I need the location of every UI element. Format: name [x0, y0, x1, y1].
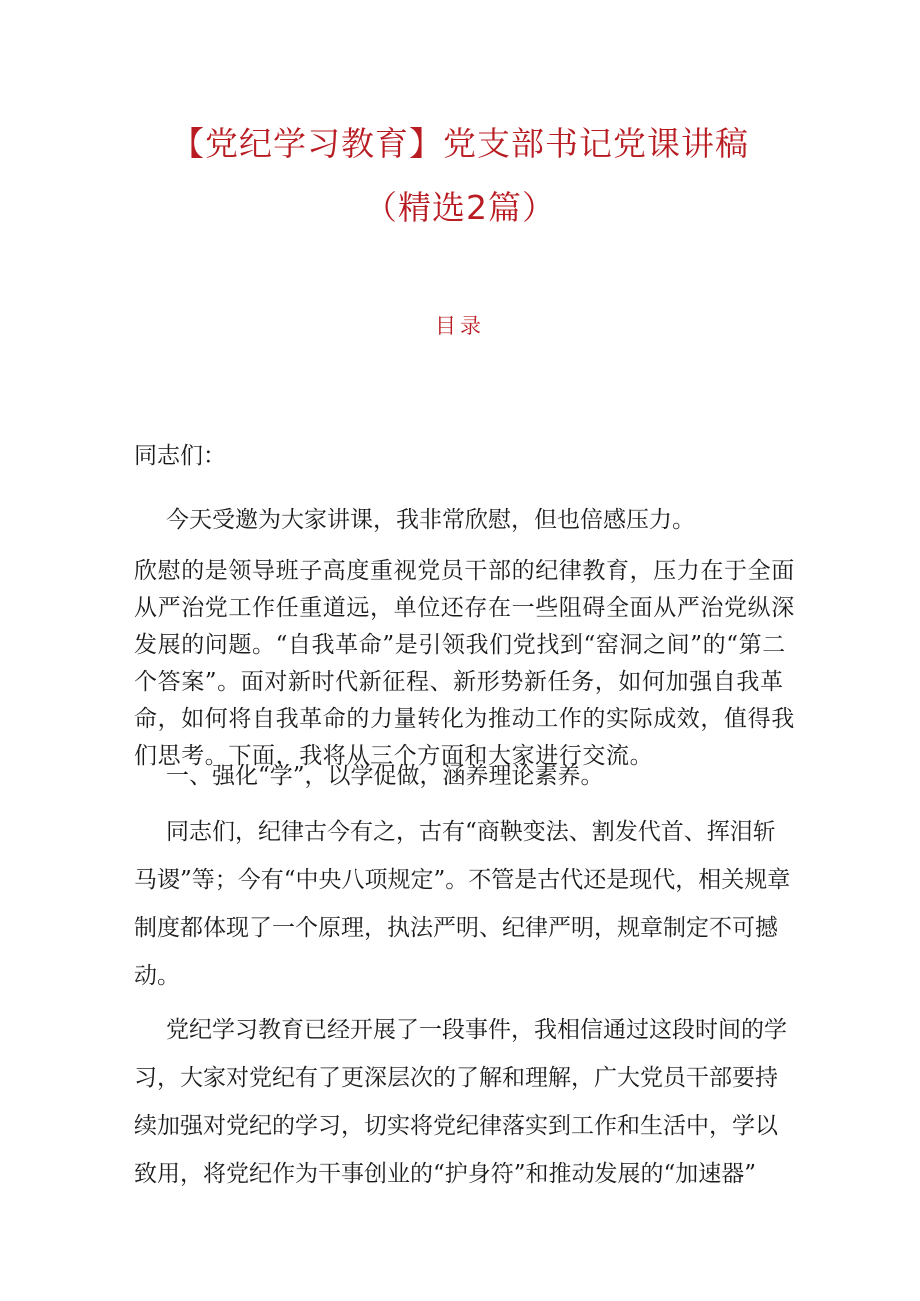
paragraph-discipline-history: 同志们，纪律古今有之，古有“商鞅变法、割发代首、挥泪斩马谡”等；今有“中央八项规定”。不管是古代还是现代，相关规章制度都体现了一个原理，执法严明、纪律严明，规章制定不可撼动。	[134, 819, 791, 989]
greeting: 同志们：	[134, 443, 226, 469]
paragraph-context: 欣慰的是领导班子高度重视党员干部的纪律教育，压力在于全面从严治党工作任重道远，单位还存在一些阻碍全面从严治党纵深发展的问题。“自我革命”是引领我们党找到“窑洞之间”的“第二个答案”。面对新时代新征程、新形势新任务，如何加强自我革命，如何将自我革命的力量转化为推动工作的实际成效，值得我们思考。下面，我将从三个方面和大家进行交流。	[134, 558, 795, 769]
document-title-line-1: 【党纪学习教育】党支部书记党课讲稿	[171, 124, 749, 163]
table-of-contents-heading: 目录	[435, 314, 485, 338]
paragraph-intro: 今天受邀为大家讲课，我非常欣慰，但也倍感压力。	[166, 507, 695, 533]
section-heading-1: 一、强化“学”，以学促做，涵养理论素养。	[166, 763, 604, 789]
paragraph-discipline-education: 党纪学习教育已经开展了一段事件，我相信通过这段时间的学习，大家对党纪有了更深层次的了解和理解，广大党员干部要持续加强对党纪的学习，切实将党纪律落实到工作和生活中，学以致用，将党纪作为干事创业的“护身符”和推动发展的“加速器”	[134, 1017, 787, 1187]
document-title-line-2: （精选2篇）	[364, 188, 556, 227]
